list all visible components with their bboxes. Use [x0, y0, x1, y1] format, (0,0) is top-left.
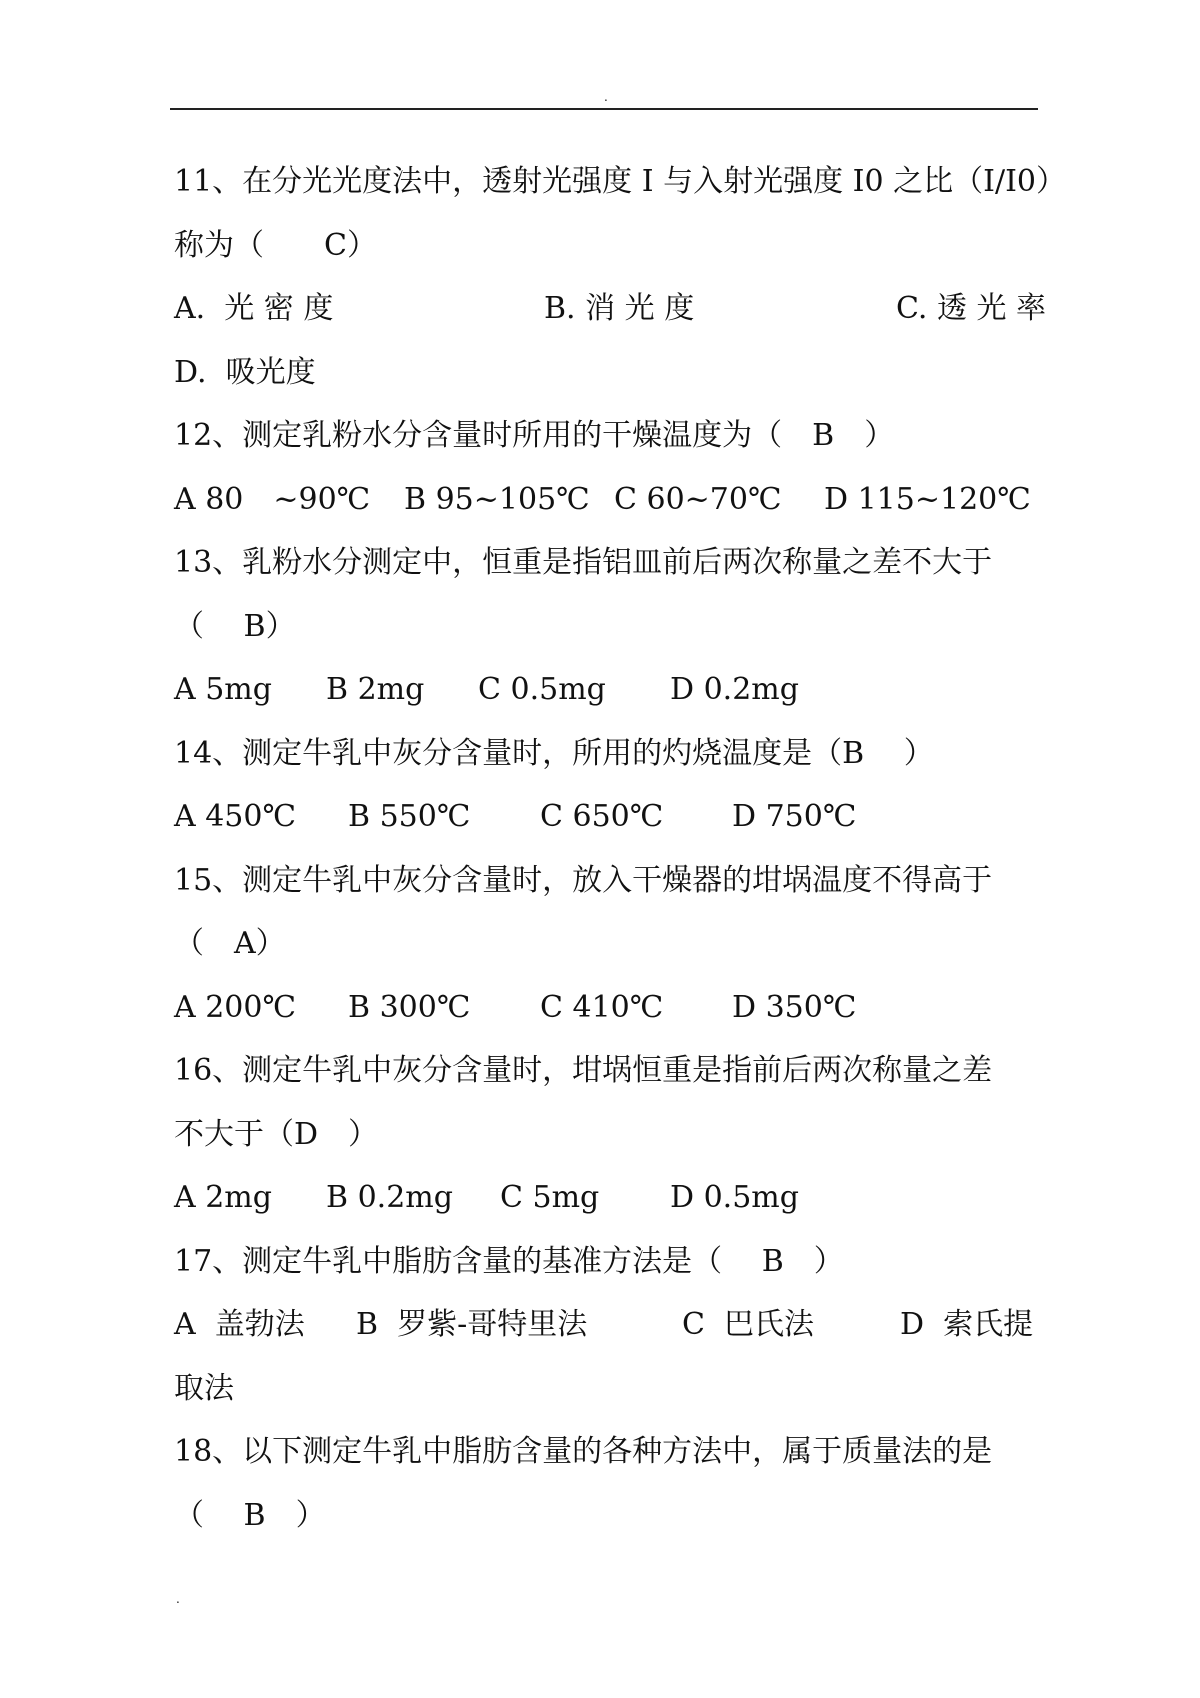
q16-option-a: A 2mg: [174, 1180, 272, 1215]
q16-stem-line-2: 不大于（D ）: [174, 1116, 379, 1152]
q15-options-row: [174, 976, 1040, 1040]
q16-option-b: B 0.2mg: [326, 1180, 453, 1215]
q18-stem-line-1: 18、以下测定牛乳中脂肪含量的各种方法中，属于质量法的是: [174, 1434, 993, 1469]
q17-options-row: [174, 1293, 1040, 1357]
footer-mark: .: [176, 1592, 180, 1606]
q12-option-c: C 60~70℃: [614, 481, 782, 517]
q14-options-row: [174, 785, 1040, 849]
q15-stem-line-2: （ A）: [174, 926, 286, 961]
q14-option-b: B 550℃: [348, 799, 471, 834]
q13-option-c: C 0.5mg: [478, 672, 606, 707]
header-rule: [170, 108, 1038, 110]
q14-stem: 14、测定牛乳中灰分含量时，所用的灼烧温度是（B ）: [174, 735, 934, 771]
q12-option-d: D 115~120℃: [824, 481, 1031, 517]
q11-stem-line-2: 称为（ C）: [174, 227, 377, 263]
q11-option-a: A. 光 密 度: [174, 291, 334, 326]
q18-stem-line-2: （ B ）: [174, 1497, 326, 1533]
q17-option-b: B 罗紫-哥特里法: [356, 1307, 588, 1342]
q11-option-b: B. 消 光 度: [544, 291, 695, 326]
q15-stem-line-1: 15、测定牛乳中灰分含量时，放入干燥器的坩埚温度不得高于: [174, 862, 993, 898]
q12-stem: 12、测定乳粉水分含量时所用的干燥温度为（ B ）: [174, 418, 895, 453]
q15-option-b: B 300℃: [348, 989, 471, 1025]
q12-option-a: A 80 ~90℃: [174, 481, 371, 517]
q17-option-d-continued: 取法: [174, 1370, 234, 1406]
question-list: [174, 150, 1067, 1547]
q17-option-c: C 巴氏法: [682, 1307, 815, 1342]
q14-option-a: A 450℃: [174, 799, 297, 834]
q15-option-c: C 410℃: [540, 989, 664, 1025]
q17-option-a: A 盖勃法: [174, 1307, 305, 1342]
q13-option-b: B 2mg: [326, 672, 425, 707]
q11-stem-line-1: 11、在分光光度法中，透射光强度 I 与入射光强度 I0 之比（I/I0）: [174, 164, 1067, 199]
q13-options-row: [174, 658, 1040, 722]
q12-option-b: B 95~105℃: [404, 481, 590, 517]
q16-option-d: D 0.5mg: [670, 1180, 799, 1215]
q14-option-d: D 750℃: [732, 799, 857, 834]
q15-option-d: D 350℃: [732, 989, 857, 1025]
q16-stem-line-1: 16、测定牛乳中灰分含量时，坩埚恒重是指前后两次称量之差: [174, 1053, 993, 1088]
q15-option-a: A 200℃: [174, 989, 297, 1025]
q13-option-d: D 0.2mg: [670, 672, 799, 707]
q11-option-d: D. 吸光度: [174, 354, 316, 390]
q16-option-c: C 5mg: [500, 1180, 600, 1215]
q17-stem: 17、测定牛乳中脂肪含量的基准方法是（ B ）: [174, 1243, 844, 1279]
q16-options-row: [174, 1166, 1040, 1230]
header-mark: .: [604, 90, 608, 104]
q13-stem-line-1: 13、乳粉水分测定中，恒重是指铝皿前后两次称量之差不大于: [174, 545, 993, 580]
q11-option-c: C. 透 光 率: [896, 291, 1047, 326]
q12-options-row: [174, 468, 1040, 532]
q13-option-a: A 5mg: [174, 672, 272, 707]
q14-option-c: C 650℃: [540, 799, 664, 834]
q11-options-row: [174, 277, 1047, 341]
q17-option-d: D 索氏提: [900, 1307, 1034, 1342]
q13-stem-line-2: （ B）: [174, 608, 296, 644]
